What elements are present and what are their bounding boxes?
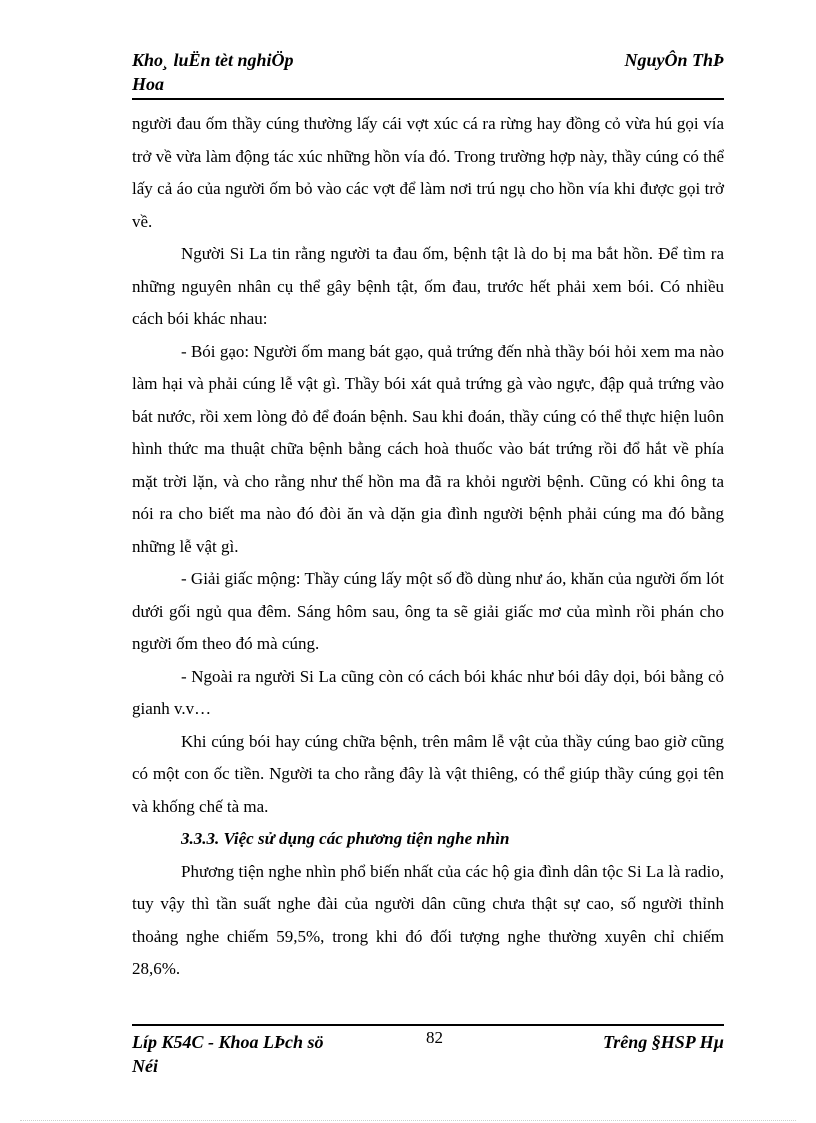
footer-left [132, 1030, 324, 1078]
paragraph: Khi cúng bói hay cúng chữa bệnh, trên mâm lễ vật của thầy cúng bao giờ cũng có một con ốc tiền. Người ta cho rằng đây là vật thiêng, có thể giúp thầy cúng gọi tên và khống chế tà ma. [132, 731, 724, 816]
page-header [132, 48, 724, 98]
footer-class-line1: Líp K54C - Khoa LÞch sö [132, 1032, 324, 1052]
section-heading: 3.3.3. Việc sử dụng các phương tiện nghe nhìn [181, 829, 510, 848]
page-edge-divider [20, 1120, 796, 1121]
header-rule [132, 98, 724, 100]
page-footer [132, 1030, 724, 1080]
footer-rule [132, 1024, 724, 1026]
header-title-line2: Hoa [132, 74, 165, 94]
paragraph: Người Si La tin rằng người ta đau ốm, bệnh tật là do bị ma bắt hồn. Để tìm ra những nguyên nhân cụ thể gây bệnh tật, ốm đau, trước hết phải xem bói. Có nhiều cách bói khác nhau: [132, 244, 724, 328]
page-body [132, 108, 724, 986]
paragraph: Phương tiện nghe nhìn phổ biến nhất của các hộ gia đình dân tộc Si La là radio, tuy vậy thì tần suất nghe đài của người dân cũng chưa thật sự cao, số người thỉnh thoảng nghe chiếm 59,5%, trong khi đó đối tượng nghe thường xuyên chỉ chiếm 28,6%. [132, 861, 724, 978]
footer-school: Trêng §HSP Hµ [602, 1032, 724, 1052]
paragraph: - Bói gạo: Người ốm mang bát gạo, quả trứng đến nhà thầy bói hỏi xem ma nào làm hại và phải cúng lễ vật gì. Thầy bói xát quả trứng gà vào ngực, đập quả trứng vào bát nước, rồi xem lòng đỏ để đoán bệnh. Sau khi đoán, thầy cúng có thể thực hiện luôn hình thức ma thuật chữa bệnh bằng cách hoà thuốc vào bát trứng rồi đổ hắt về phía mặt trời lặn, và cho rằng như thế hồn ma đã ra khỏi người bệnh. Cũng có khi ông ta nói ra cho biết ma nào đó đòi ăn và dặn gia đình người bệnh phải cúng ma đó bằng những lễ vật gì. [132, 341, 724, 556]
paragraph: người đau ốm thầy cúng thường lấy cái vợt xúc cá ra rừng hay đồng cỏ vừa hú gọi vía trở về vừa làm động tác xúc những hồn vía đó. Trong trường hợp này, thầy cúng có thể lấy cả áo của người ốm bỏ vào các vợt để làm nơi trú ngụ cho hồn vía khi được gọi trở về. [132, 114, 724, 231]
header-title-line1: Kho¸ luËn tèt nghiÖp [132, 50, 294, 70]
paragraph: - Giải giấc mộng: Thầy cúng lấy một số đồ dùng như áo, khăn của người ốm lót dưới gối ngủ qua đêm. Sáng hôm sau, ông ta sẽ giải giấc mơ của mình rồi phán cho người ốm theo đó mà cúng. [132, 569, 724, 653]
header-left [132, 48, 294, 96]
page-number: 82 [426, 1028, 443, 1047]
footer-class-line2: Néi [132, 1056, 158, 1076]
paragraph: - Ngoài ra người Si La cũng còn có cách bói khác như bói dây dọi, bói bằng cỏ gianh v.v… [132, 666, 724, 718]
header-author: NguyÔn ThÞ [624, 50, 724, 70]
